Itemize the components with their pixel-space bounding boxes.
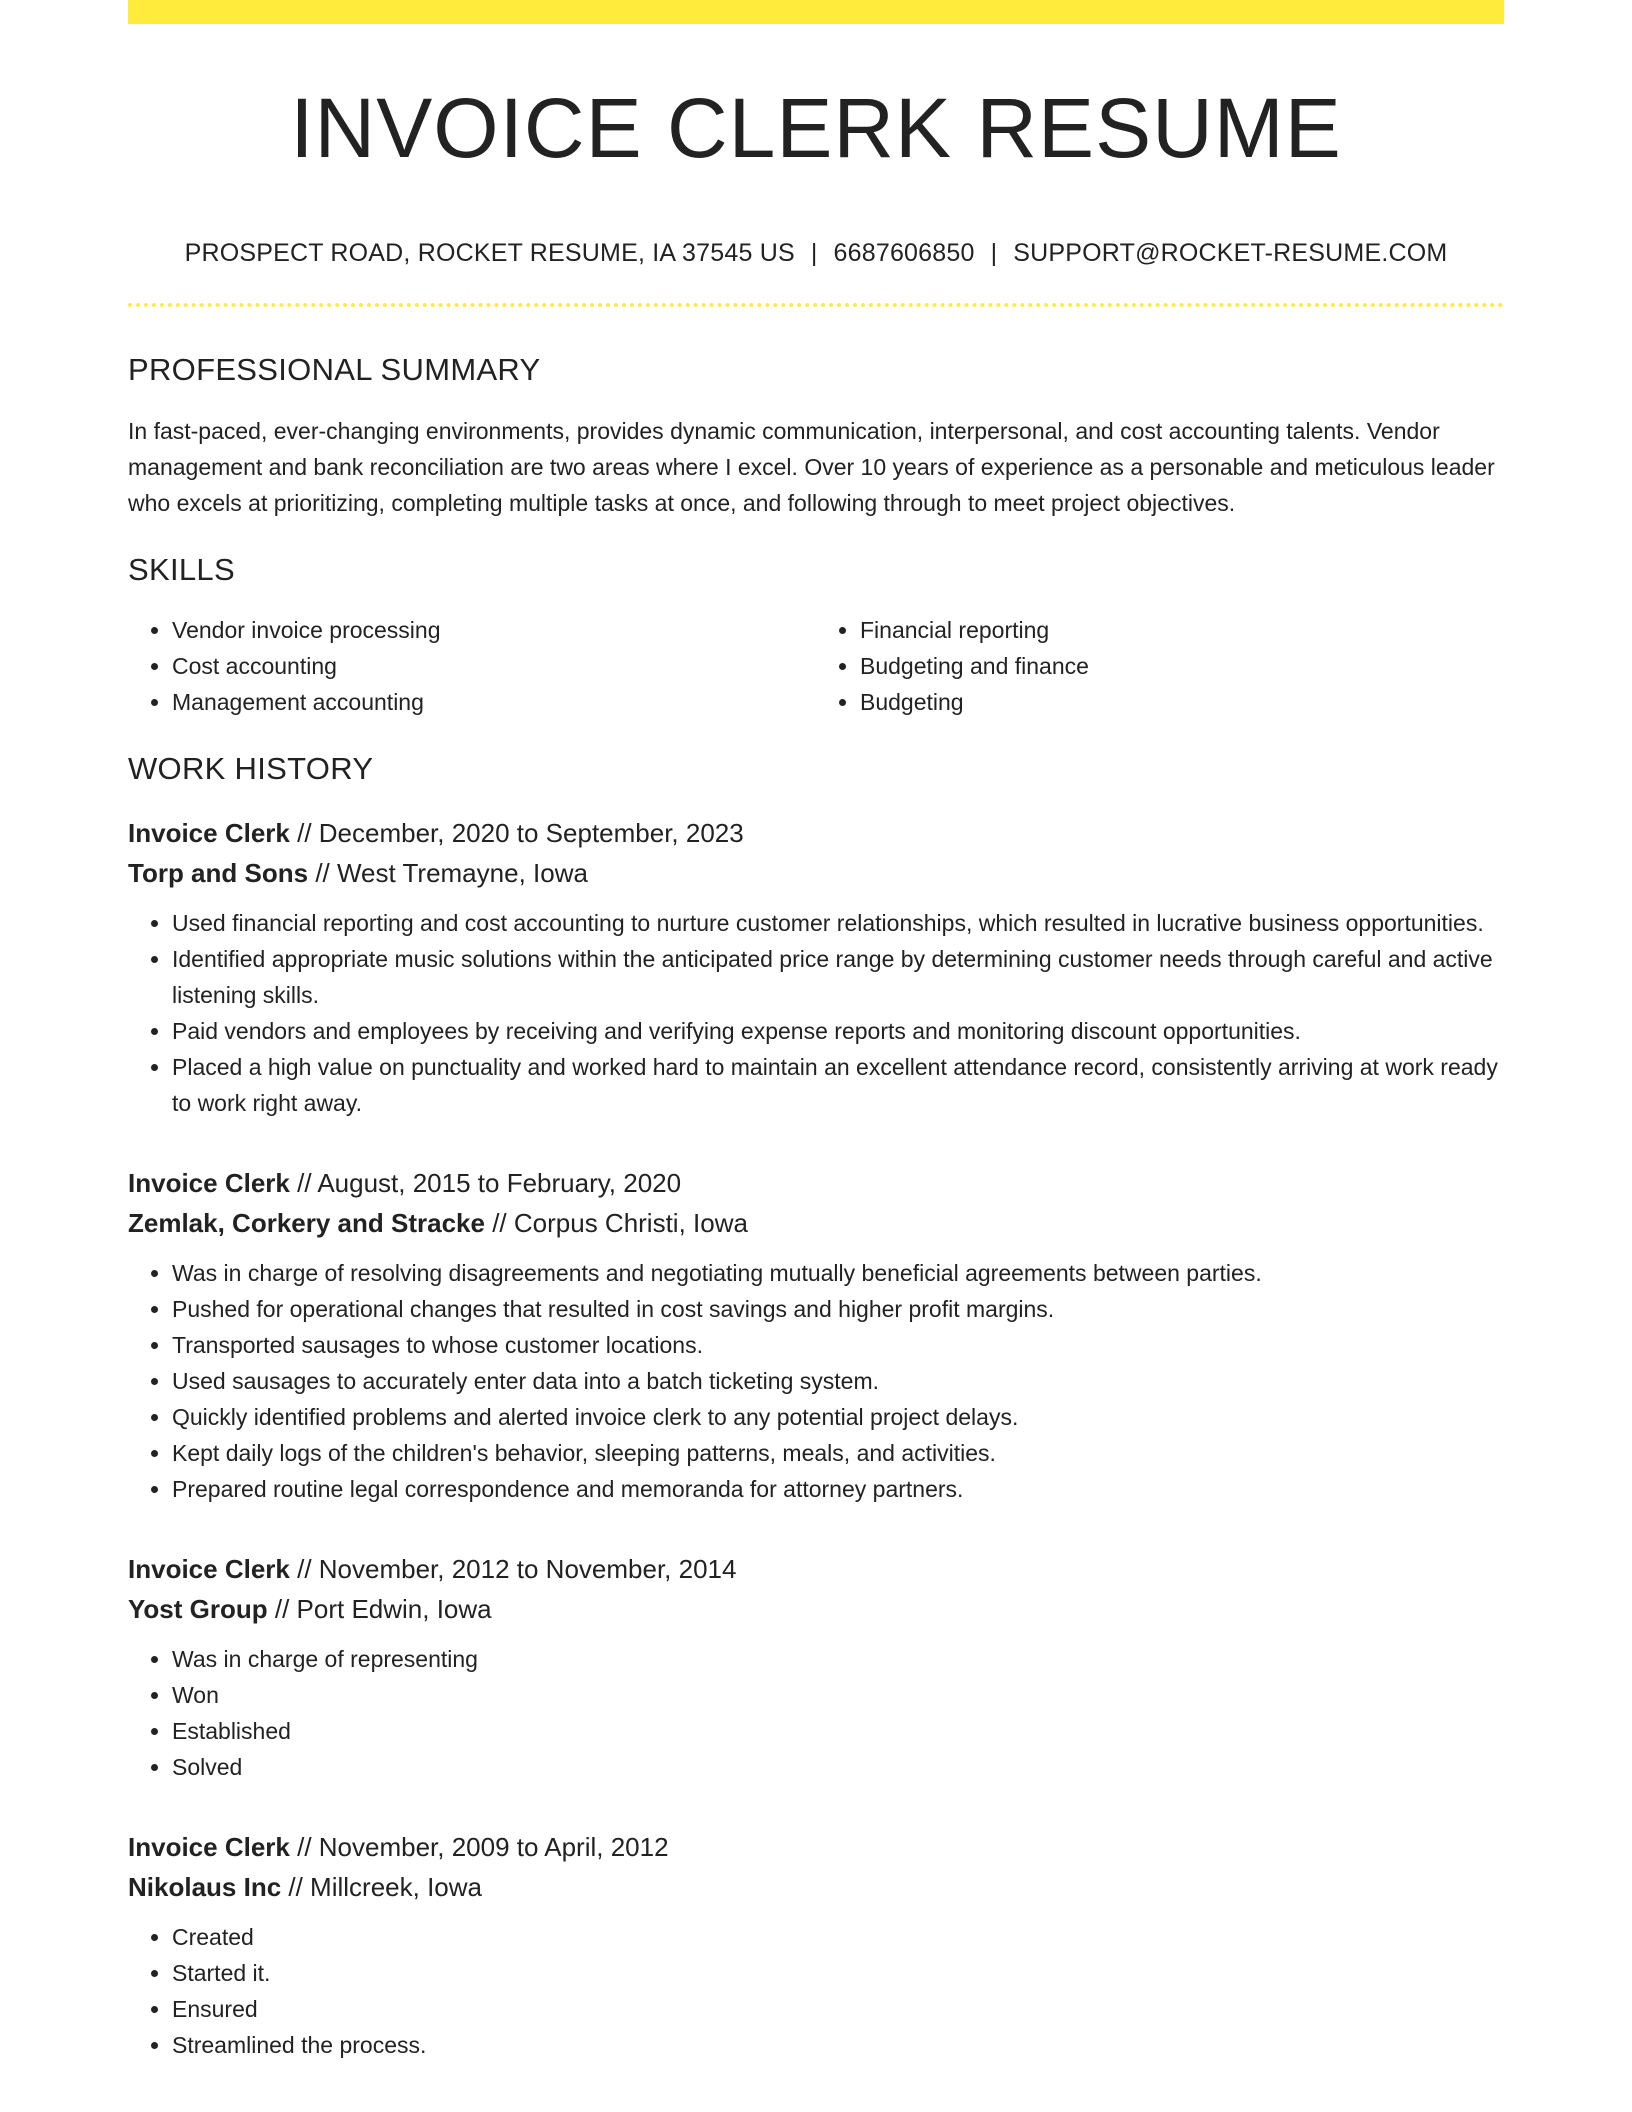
job-bullet: • Won — [172, 1677, 1504, 1713]
contact-line — [128, 238, 1504, 268]
job-company: Nikolaus Inc — [128, 1871, 282, 1902]
job-bullet: • Established — [172, 1713, 1504, 1749]
job-location: // Port Edwin, Iowa — [274, 1593, 492, 1624]
skill-item: • Vendor invoice processing — [172, 612, 816, 648]
skill-item: • Cost accounting — [172, 648, 816, 684]
contact-phone: 6687606850 — [833, 239, 975, 268]
skill-item: • Management accounting — [172, 684, 816, 720]
job-title: Invoice Clerk — [128, 817, 290, 848]
resume-page — [128, 0, 1504, 2063]
skills-column-right — [816, 612, 1504, 720]
job-company-line — [128, 1203, 1504, 1243]
contact-separator: | — [990, 239, 998, 268]
job-bullets — [128, 1641, 1504, 1785]
job-bullet: • Pushed for operational changes that resulted in cost savings and higher profit margins. — [172, 1291, 1504, 1327]
contact-separator: | — [810, 239, 818, 268]
job-bullets — [128, 1255, 1504, 1507]
job-company: Torp and Sons — [128, 857, 309, 888]
job-bullet: • Quickly identified problems and alerted invoice clerk to any potential project delays. — [172, 1399, 1504, 1435]
job-bullet: • Solved — [172, 1749, 1504, 1785]
job-dates: // November, 2009 to April, 2012 — [297, 1831, 669, 1862]
skill-item: • Budgeting — [860, 684, 1504, 720]
contact-address: PROSPECT ROAD, ROCKET RESUME, IA 37545 US — [184, 239, 795, 268]
job-bullet: • Used sausages to accurately enter data into a batch ticketing system. — [172, 1363, 1504, 1399]
job-bullet: • Used financial reporting and cost accounting to nurture customer relationships, which resulted in lucrative business opportunities. — [172, 905, 1504, 941]
job-bullet: • Paid vendors and employees by receiving and verifying expense reports and monitoring discount opportunities. — [172, 1013, 1504, 1049]
job-dates: // November, 2012 to November, 2014 — [297, 1553, 737, 1584]
job-title: Invoice Clerk — [128, 1831, 290, 1862]
job-location: // West Tremayne, Iowa — [315, 857, 588, 888]
summary-text: In fast-paced, ever-changing environments, provides dynamic communication, interpersonal, and cost accounting talents. Vendor management and bank reconciliation are two areas where I excel. Over 10 years of experience as a personable and meticulous leader who excels at prioritizing, completing multiple tasks at once, and following through to meet project objectives. — [128, 417, 1495, 516]
job-company-line — [128, 853, 1504, 893]
job-title-line — [128, 1549, 1504, 1589]
job-bullet: • Streamlined the process. — [172, 2027, 1504, 2063]
job-title: Invoice Clerk — [128, 1553, 290, 1584]
skills-list — [128, 612, 1504, 720]
job-entry — [128, 813, 1504, 1121]
top-accent-bar — [128, 0, 1504, 24]
job-entry — [128, 1163, 1504, 1507]
job-entry — [128, 1549, 1504, 1785]
job-bullet: • Was in charge of representing — [172, 1641, 1504, 1677]
skills-heading: SKILLS — [128, 551, 235, 587]
job-bullet: • Kept daily logs of the children's behavior, sleeping patterns, meals, and activities. — [172, 1435, 1504, 1471]
job-bullet: • Identified appropriate music solutions within the anticipated price range by determining customer needs through careful and active listening skills. — [172, 941, 1504, 1013]
job-bullet: • Ensured — [172, 1991, 1504, 2027]
job-bullet: • Was in charge of resolving disagreements and negotiating mutually beneficial agreements between parties. — [172, 1255, 1504, 1291]
job-company: Yost Group — [128, 1593, 268, 1624]
job-title: Invoice Clerk — [128, 1167, 290, 1198]
job-entry — [128, 1827, 1504, 2063]
job-title-line — [128, 1163, 1504, 1203]
job-bullet: • Created — [172, 1919, 1504, 1955]
job-bullet: • Started it. — [172, 1955, 1504, 1991]
job-dates: // December, 2020 to September, 2023 — [297, 817, 744, 848]
job-bullet: • Transported sausages to whose customer locations. — [172, 1327, 1504, 1363]
dotted-divider — [128, 303, 1504, 307]
job-title-line — [128, 813, 1504, 853]
job-bullets — [128, 905, 1504, 1121]
summary-heading: PROFESSIONAL SUMMARY — [128, 352, 541, 388]
work-history-heading: WORK HISTORY — [128, 750, 374, 786]
job-company-line — [128, 1589, 1504, 1629]
skill-item: • Financial reporting — [860, 612, 1504, 648]
job-bullet: • Prepared routine legal correspondence and memoranda for attorney partners. — [172, 1471, 1504, 1507]
job-location: // Corpus Christi, Iowa — [492, 1207, 748, 1238]
job-bullets — [128, 1919, 1504, 2063]
skills-column-left — [128, 612, 816, 720]
skill-item: • Budgeting and finance — [860, 648, 1504, 684]
job-location: // Millcreek, Iowa — [288, 1871, 482, 1902]
job-title-line — [128, 1827, 1504, 1867]
job-dates: // August, 2015 to February, 2020 — [297, 1167, 682, 1198]
contact-email: SUPPORT@ROCKET-RESUME.COM — [1013, 239, 1448, 268]
job-bullet: • Placed a high value on punctuality and worked hard to maintain an excellent attendance record, consistently arriving at work ready to work right away. — [172, 1049, 1504, 1121]
job-company: Zemlak, Corkery and Stracke — [128, 1207, 485, 1238]
job-company-line — [128, 1867, 1504, 1907]
page-title: INVOICE CLERK RESUME — [290, 81, 1342, 175]
